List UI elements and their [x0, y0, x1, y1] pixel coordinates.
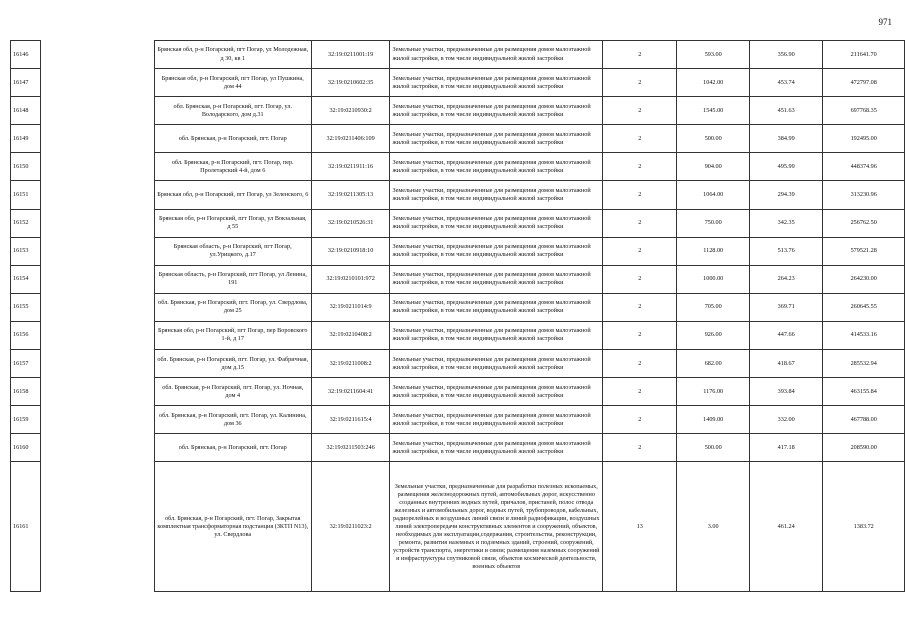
cadastral-number-cell: 32:19:0211023:2 — [311, 462, 390, 592]
permitted-use-cell: Земельные участки, предназначенные для размещения домов малоэтажной жилой застройки, в том числе индивидуальной жилой застройки — [390, 378, 603, 406]
address-cell: Брянская обл, р-н Погарский, пгт Погар, пер Воровского 1-й, д 17 — [154, 321, 311, 349]
area-cell: 1042.00 — [677, 69, 750, 97]
permitted-use-cell: Земельные участки, предназначенные для размещения домов малоэтажной жилой застройки, в том числе индивидуальной жилой застройки — [390, 265, 603, 293]
table-row — [11, 406, 905, 434]
column-gap — [40, 378, 154, 406]
use-group-code-cell: 2 — [603, 181, 677, 209]
address-cell: обл. Брянская, р-н Погарский, пгт. Погар, ул. Свердлова, дом 25 — [154, 293, 311, 321]
column-gap — [40, 153, 154, 181]
permitted-use-cell: Земельные участки, предназначенные для размещения домов малоэтажной жилой застройки, в том числе индивидуальной жилой застройки — [390, 209, 603, 237]
permitted-use-cell: Земельные участки, предназначенные для размещения домов малоэтажной жилой застройки, в том числе индивидуальной жилой застройки — [390, 41, 603, 69]
specific-value-cell: 393.84 — [749, 378, 822, 406]
cadastral-value-cell: 256762.50 — [823, 209, 905, 237]
row-number: 16147 — [11, 69, 41, 97]
row-number: 16154 — [11, 265, 41, 293]
address-cell: Брянская обл, р-н Погарский, пгт Погар, ул Пушкина, дом 44 — [154, 69, 311, 97]
cadastral-value-cell: 260645.55 — [823, 293, 905, 321]
use-group-code-cell: 13 — [603, 462, 677, 592]
table-row — [11, 237, 905, 265]
table-row — [11, 265, 905, 293]
permitted-use-cell: Земельные участки, предназначенные для размещения домов малоэтажной жилой застройки, в том числе индивидуальной жилой застройки — [390, 406, 603, 434]
cadastral-number-cell: 32:19:0211406:109 — [311, 125, 390, 153]
specific-value-cell: 447.66 — [749, 321, 822, 349]
cadastral-number-cell: 32:19:0210930:2 — [311, 97, 390, 125]
area-cell: 500.00 — [677, 434, 750, 462]
cadastral-number-cell: 32:19:0210602:35 — [311, 69, 390, 97]
cadastral-number-cell: 32:19:0210526:31 — [311, 209, 390, 237]
area-cell: 904.00 — [677, 153, 750, 181]
permitted-use-cell: Земельные участки, предназначенные для размещения домов малоэтажной жилой застройки, в том числе индивидуальной жилой застройки — [390, 69, 603, 97]
address-cell: Брянская обл, р-н Погарский, пгт Погар, ул Молодежная, д 30, кв 1 — [154, 41, 311, 69]
row-number: 16160 — [11, 434, 41, 462]
cadastral-value-cell: 579521.28 — [823, 237, 905, 265]
use-group-code-cell: 2 — [603, 293, 677, 321]
permitted-use-cell: Земельные участки, предназначенные для размещения домов малоэтажной жилой застройки, в том числе индивидуальной жилой застройки — [390, 237, 603, 265]
specific-value-cell: 453.74 — [749, 69, 822, 97]
column-gap — [40, 265, 154, 293]
use-group-code-cell: 2 — [603, 406, 677, 434]
row-number: 16151 — [11, 181, 41, 209]
cadastral-value-cell: 472797.08 — [823, 69, 905, 97]
column-gap — [40, 434, 154, 462]
column-gap — [40, 350, 154, 378]
specific-value-cell: 417.18 — [749, 434, 822, 462]
use-group-code-cell: 2 — [603, 69, 677, 97]
specific-value-cell: 369.71 — [749, 293, 822, 321]
area-cell: 1409.00 — [677, 406, 750, 434]
row-number: 16156 — [11, 321, 41, 349]
cadastral-value-cell: 463155.84 — [823, 378, 905, 406]
address-cell: Брянская область, р-н Погарский, пгт Погар, ул Ленина, 191 — [154, 265, 311, 293]
cadastral-number-cell: 32:19:0211305:13 — [311, 181, 390, 209]
area-cell: 1064.00 — [677, 181, 750, 209]
address-cell: обл. Брянская, р-н Погарский, пгт. Погар, пер. Пролетарский 4-й, дом 6 — [154, 153, 311, 181]
table-row — [11, 125, 905, 153]
table-row — [11, 41, 905, 69]
use-group-code-cell: 2 — [603, 265, 677, 293]
specific-value-cell: 418.67 — [749, 350, 822, 378]
column-gap — [40, 181, 154, 209]
cadastral-number-cell: 32:19:0211604:41 — [311, 378, 390, 406]
column-gap — [40, 125, 154, 153]
table-row — [11, 378, 905, 406]
area-cell: 1128.00 — [677, 237, 750, 265]
permitted-use-cell: Земельные участки, предназначенные для размещения домов малоэтажной жилой застройки, в том числе индивидуальной жилой застройки — [390, 125, 603, 153]
address-cell: обл. Брянская, р-н Погарский, пгт. Погар — [154, 434, 311, 462]
use-group-code-cell: 2 — [603, 125, 677, 153]
area-cell: 1000.00 — [677, 265, 750, 293]
cadastral-value-table — [10, 40, 905, 592]
cadastral-value-cell: 192495.00 — [823, 125, 905, 153]
column-gap — [40, 293, 154, 321]
cadastral-value-cell: 264230.00 — [823, 265, 905, 293]
use-group-code-cell: 2 — [603, 378, 677, 406]
page-number: 971 — [878, 17, 892, 27]
specific-value-cell: 356.90 — [749, 41, 822, 69]
area-cell: 500.00 — [677, 125, 750, 153]
row-number: 16149 — [11, 125, 41, 153]
specific-value-cell: 513.76 — [749, 237, 822, 265]
cadastral-number-cell: 32:19:0211014:9 — [311, 293, 390, 321]
table-row — [11, 209, 905, 237]
use-group-code-cell: 2 — [603, 237, 677, 265]
address-cell: Брянская обл, р-н Погарский, пгт Погар, ул Зеленского, 6 — [154, 181, 311, 209]
use-group-code-cell: 2 — [603, 209, 677, 237]
specific-value-cell: 495.99 — [749, 153, 822, 181]
permitted-use-cell: Земельные участки, предназначенные для размещения домов малоэтажной жилой застройки, в том числе индивидуальной жилой застройки — [390, 434, 603, 462]
specific-value-cell: 384.99 — [749, 125, 822, 153]
address-cell: Брянская обл, р-н Погарский, пгт Погар, ул Вокзальная, д 55 — [154, 209, 311, 237]
row-number: 16158 — [11, 378, 41, 406]
permitted-use-cell: Земельные участки, предназначенные для размещения домов малоэтажной жилой застройки, в том числе индивидуальной жилой застройки — [390, 350, 603, 378]
use-group-code-cell: 2 — [603, 350, 677, 378]
column-gap — [40, 97, 154, 125]
specific-value-cell: 451.63 — [749, 97, 822, 125]
table-row — [11, 434, 905, 462]
address-cell: обл. Брянская, р-н Погарский, пгт. Погар, ул. Володарского, дом д.31 — [154, 97, 311, 125]
cadastral-number-cell: 32:19:0210408:2 — [311, 321, 390, 349]
use-group-code-cell: 2 — [603, 153, 677, 181]
area-cell: 1545.00 — [677, 97, 750, 125]
cadastral-value-cell: 211641.70 — [823, 41, 905, 69]
row-number: 16161 — [11, 462, 41, 592]
cadastral-value-cell: 467788.00 — [823, 406, 905, 434]
table-row — [11, 97, 905, 125]
address-cell: обл. Брянская, р-н Погарский, пгт. Погар, Закрытая комплектная трансформаторная подстанция (ЗКТП N13), ул. Свердлова — [154, 462, 311, 592]
cadastral-value-cell: 414533.16 — [823, 321, 905, 349]
column-gap — [40, 321, 154, 349]
column-gap — [40, 41, 154, 69]
table-row — [11, 153, 905, 181]
address-cell: обл. Брянская, р-н Погарский, пгт. Погар, ул. Фабричная, дом д.15 — [154, 350, 311, 378]
cadastral-number-cell: 32:19:0210918:10 — [311, 237, 390, 265]
permitted-use-cell: Земельные участки, предназначенные для размещения домов малоэтажной жилой застройки, в том числе индивидуальной жилой застройки — [390, 97, 603, 125]
table-row — [11, 321, 905, 349]
table-row — [11, 69, 905, 97]
address-cell: обл. Брянская, р-н Погарский, пгт. Погар — [154, 125, 311, 153]
area-cell: 3.00 — [677, 462, 750, 592]
use-group-code-cell: 2 — [603, 97, 677, 125]
area-cell: 705.00 — [677, 293, 750, 321]
cadastral-number-cell: 32:19:0211008:2 — [311, 350, 390, 378]
row-number: 16146 — [11, 41, 41, 69]
permitted-use-cell: Земельные участки, предназначенные для разработки полезных ископаемых, размещения железнодорожных путей, автомобильных дорог, искусственно созданных внутренних водных путей, причалов, пристаней, полос отвода железных и автомобильных дорог, водных путей, трубопроводов, кабельных, радиорелейных и воздушных линий связи и линий радиофикации, воздушных линий электропередачи конструктивных элементов и сооружений, объектов, необходимых для эксплуатации,содержания, строительства, реконструкции, ремонта, развития наземных и подземных зданий, строений, сооружений, устройств транспорта, энергетики и связи; размещения наземных сооружений и инфраструктуры спутниковой связи, объектов космической деятельности, военных объектов — [390, 462, 603, 592]
cadastral-value-cell: 285532.94 — [823, 350, 905, 378]
row-number: 16148 — [11, 97, 41, 125]
row-number: 16153 — [11, 237, 41, 265]
cadastral-number-cell: 32:19:0210101:972 — [311, 265, 390, 293]
specific-value-cell: 332.00 — [749, 406, 822, 434]
specific-value-cell: 264.23 — [749, 265, 822, 293]
specific-value-cell: 294.39 — [749, 181, 822, 209]
table-row — [11, 350, 905, 378]
cadastral-number-cell: 32:19:0211503:246 — [311, 434, 390, 462]
cadastral-value-cell: 1383.72 — [823, 462, 905, 592]
table-row — [11, 462, 905, 592]
column-gap — [40, 69, 154, 97]
permitted-use-cell: Земельные участки, предназначенные для размещения домов малоэтажной жилой застройки, в том числе индивидуальной жилой застройки — [390, 321, 603, 349]
cadastral-number-cell: 32:19:0211911:16 — [311, 153, 390, 181]
cadastral-value-cell: 208590.00 — [823, 434, 905, 462]
cadastral-number-cell: 32:19:0211001:19 — [311, 41, 390, 69]
column-gap — [40, 209, 154, 237]
column-gap — [40, 406, 154, 434]
cadastral-value-cell: 313230.96 — [823, 181, 905, 209]
use-group-code-cell: 2 — [603, 434, 677, 462]
table-row — [11, 181, 905, 209]
permitted-use-cell: Земельные участки, предназначенные для размещения домов малоэтажной жилой застройки, в том числе индивидуальной жилой застройки — [390, 293, 603, 321]
row-number: 16159 — [11, 406, 41, 434]
area-cell: 926.00 — [677, 321, 750, 349]
cadastral-value-cell: 697768.35 — [823, 97, 905, 125]
address-cell: обл. Брянская, р-н Погарский, пгт. Погар, ул. Ночная, дом 4 — [154, 378, 311, 406]
use-group-code-cell: 2 — [603, 41, 677, 69]
cadastral-number-cell: 32:19:0211615:4 — [311, 406, 390, 434]
table-row — [11, 293, 905, 321]
area-cell: 1176.00 — [677, 378, 750, 406]
cadastral-value-cell: 448374.96 — [823, 153, 905, 181]
area-cell: 593.00 — [677, 41, 750, 69]
address-cell: обл. Брянская, р-н Погарский, пгт. Погар, ул. Калинина, дом 36 — [154, 406, 311, 434]
use-group-code-cell: 2 — [603, 321, 677, 349]
specific-value-cell: 342.35 — [749, 209, 822, 237]
row-number: 16155 — [11, 293, 41, 321]
specific-value-cell: 461.24 — [749, 462, 822, 592]
area-cell: 750.00 — [677, 209, 750, 237]
row-number: 16157 — [11, 350, 41, 378]
permitted-use-cell: Земельные участки, предназначенные для размещения домов малоэтажной жилой застройки, в том числе индивидуальной жилой застройки — [390, 153, 603, 181]
row-number: 16150 — [11, 153, 41, 181]
row-number: 16152 — [11, 209, 41, 237]
column-gap — [40, 237, 154, 265]
area-cell: 682.00 — [677, 350, 750, 378]
address-cell: Брянская область, р-н Погарский, пгт Погар, ул.Урицкого, д.17 — [154, 237, 311, 265]
column-gap — [40, 462, 154, 592]
permitted-use-cell: Земельные участки, предназначенные для размещения домов малоэтажной жилой застройки, в том числе индивидуальной жилой застройки — [390, 181, 603, 209]
